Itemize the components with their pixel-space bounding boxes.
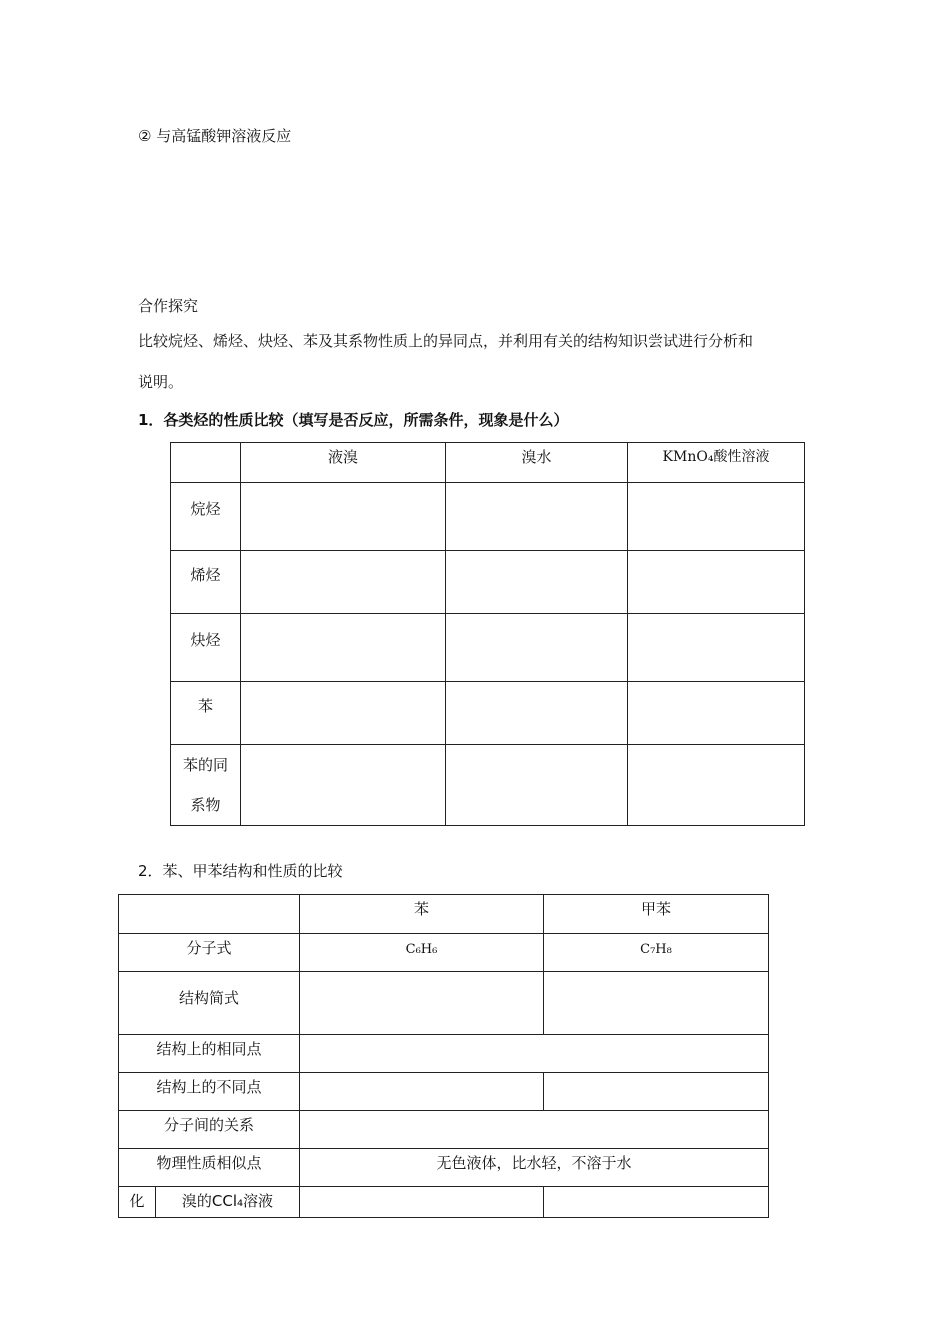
answer-cell[interactable] (446, 551, 628, 614)
row-label: 结构上的不同点 (119, 1073, 300, 1111)
answer-cell[interactable] (300, 972, 544, 1035)
table-row (119, 1187, 769, 1218)
answer-cell[interactable] (446, 682, 628, 745)
physical-property-value: 无色液体，比水轻，不溶于水 (300, 1149, 769, 1187)
answer-cell[interactable] (241, 614, 446, 682)
hydrocarbon-comparison-table (170, 442, 805, 826)
table-row (119, 1149, 769, 1187)
table-header-cell: 液溴 (241, 443, 446, 483)
table2-heading: 2．苯、甲苯结构和性质的比较 (138, 862, 343, 880)
answer-cell[interactable] (446, 614, 628, 682)
table-header-row (119, 895, 769, 934)
answer-cell[interactable] (544, 1073, 769, 1111)
row-label: 溴的CCl₄溶液 (156, 1187, 300, 1218)
table-row (119, 1035, 769, 1073)
cooperative-title: 合作探究 (138, 297, 199, 315)
answer-cell[interactable] (628, 614, 805, 682)
answer-cell[interactable] (628, 551, 805, 614)
table-row (119, 1073, 769, 1111)
row-label: 分子式 (119, 934, 300, 972)
table-row (171, 745, 805, 826)
row-label (171, 745, 241, 826)
table-row (119, 1111, 769, 1149)
cooperative-text-line2: 说明。 (138, 373, 184, 391)
row-label: 结构上的相同点 (119, 1035, 300, 1073)
section-reaction-kmno4: ② 与高锰酸钾溶液反应 (138, 127, 292, 145)
answer-cell[interactable] (241, 745, 446, 826)
answer-cell[interactable] (446, 745, 628, 826)
row-label-line: 系物 (190, 796, 221, 814)
row-label: 烯烃 (171, 551, 241, 614)
table-row (171, 682, 805, 745)
table-header-row (171, 443, 805, 483)
answer-cell[interactable] (628, 483, 805, 551)
table-header-cell: 苯 (300, 895, 544, 934)
row-label: 物理性质相似点 (119, 1149, 300, 1187)
row-label: 结构简式 (119, 972, 300, 1035)
table-header-cell: 甲苯 (544, 895, 769, 934)
table-row (119, 972, 769, 1035)
table1-heading: 1．各类烃的性质比较（填写是否反应，所需条件，现象是什么） (138, 411, 569, 429)
row-label: 烷烃 (171, 483, 241, 551)
table-row (171, 551, 805, 614)
table-row (119, 934, 769, 972)
table-row (171, 614, 805, 682)
table-header-cell (119, 895, 300, 934)
row-label: 化 (119, 1187, 156, 1218)
table-row (171, 483, 805, 551)
row-label: 苯 (171, 682, 241, 745)
answer-cell[interactable] (544, 1187, 769, 1218)
benzene-toluene-table (118, 894, 769, 1218)
cooperative-text-line1: 比较烷烃、烯烃、炔烃、苯及其系物性质上的异同点，并利用有关的结构知识尝试进行分析和 (138, 332, 754, 350)
answer-cell[interactable] (446, 483, 628, 551)
answer-cell[interactable] (300, 1187, 544, 1218)
answer-cell[interactable] (241, 551, 446, 614)
row-label-line: 苯的同 (182, 756, 228, 774)
table-header-cell: KMnO₄酸性溶液 (628, 443, 805, 483)
answer-cell[interactable] (628, 745, 805, 826)
table-header-cell: 溴水 (446, 443, 628, 483)
row-label: 炔烃 (171, 614, 241, 682)
benzene-formula: C₆H₆ (300, 934, 544, 972)
answer-cell[interactable] (241, 483, 446, 551)
answer-cell[interactable] (300, 1073, 544, 1111)
answer-cell[interactable] (300, 1111, 769, 1149)
answer-cell[interactable] (628, 682, 805, 745)
toluene-formula: C₇H₈ (544, 934, 769, 972)
answer-cell[interactable] (241, 682, 446, 745)
table-header-cell (171, 443, 241, 483)
answer-cell[interactable] (544, 972, 769, 1035)
row-label: 分子间的关系 (119, 1111, 300, 1149)
answer-cell[interactable] (300, 1035, 769, 1073)
